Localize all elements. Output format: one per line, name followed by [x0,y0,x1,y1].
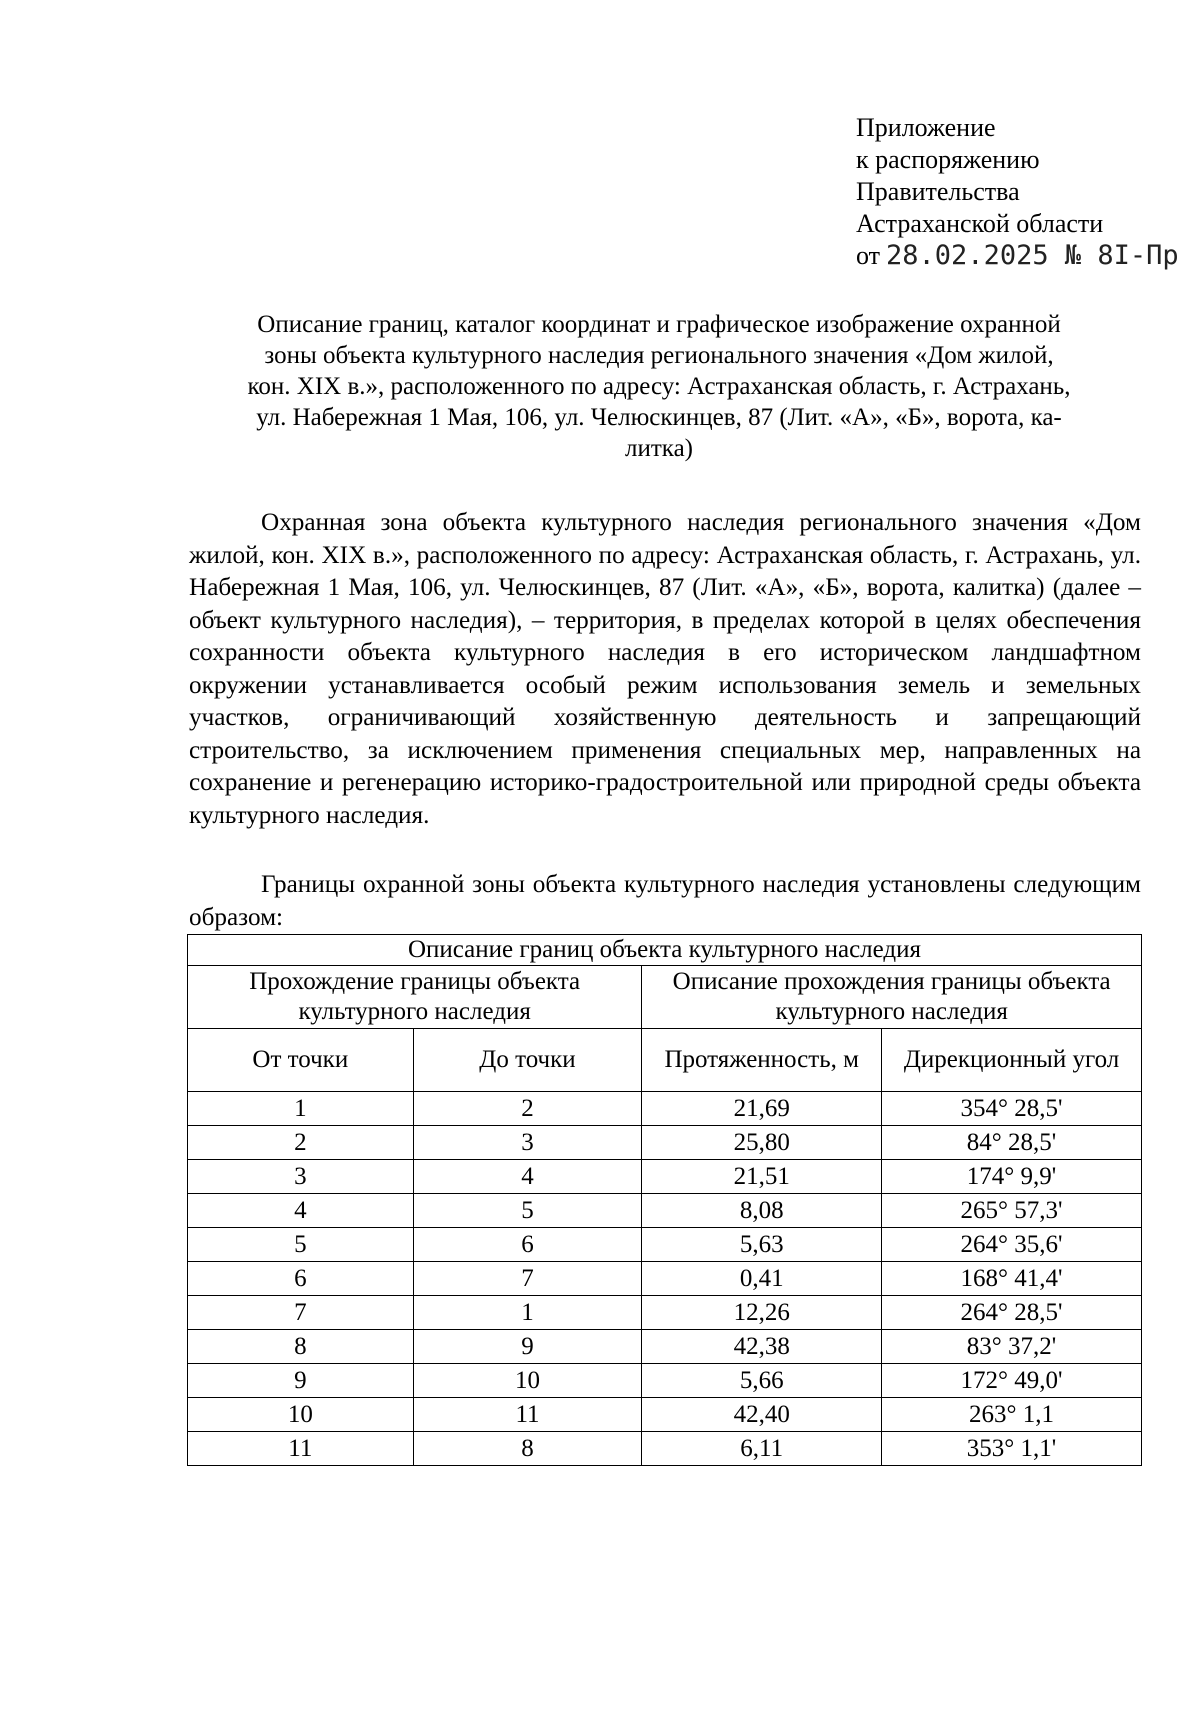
cell-to: 11 [413,1398,642,1432]
date-number-stamp: 28.02.2025 № 8I-Пр [886,240,1179,271]
cell-to: 9 [413,1330,642,1364]
cell-from: 9 [188,1364,414,1398]
title-line: Описание границ, каталог координат и графическое изображение охранной [257,311,1061,338]
table-group-header-left: Прохождение границы объекта культурного наследия [188,966,642,1029]
cell-length: 21,69 [642,1092,882,1126]
cell-angle: 265° 57,3' [882,1194,1142,1228]
table-row [188,1194,1142,1228]
cell-length: 6,11 [642,1432,882,1466]
table-row [188,1228,1142,1262]
cell-length: 5,66 [642,1364,882,1398]
cell-length: 25,80 [642,1126,882,1160]
appendix-block [856,112,1179,272]
cell-angle: 84° 28,5' [882,1126,1142,1160]
table-row [188,1330,1142,1364]
cell-length: 42,40 [642,1398,882,1432]
cell-length: 42,38 [642,1330,882,1364]
cell-from: 5 [188,1228,414,1262]
appendix-line: Приложение [856,113,996,142]
cell-to: 3 [413,1126,642,1160]
title-line: ул. Набережная 1 Мая, 106, ул. Челюскинцев, 87 (Лит. «А», «Б», ворота, ка- [256,404,1062,431]
cell-to: 2 [413,1092,642,1126]
boundaries-table [187,934,1142,1466]
appendix-line: Астраханской области [856,209,1104,238]
cell-angle: 83° 37,2' [882,1330,1142,1364]
table-row [188,1126,1142,1160]
cell-from: 6 [188,1262,414,1296]
document-title [184,309,1134,464]
title-line: зоны объекта культурного наследия регионального значения «Дом жилой, [264,342,1054,369]
cell-to: 7 [413,1262,642,1296]
cell-from: 4 [188,1194,414,1228]
cell-length: 8,08 [642,1194,882,1228]
table-row [188,1092,1142,1126]
cell-from: 11 [188,1432,414,1466]
title-line: кон. XIX в.», расположенного по адресу: Астраханская область, г. Астрахань, [247,373,1071,400]
appendix-date-line [856,240,1179,272]
cell-to: 4 [413,1160,642,1194]
cell-angle: 263° 1,1 [882,1398,1142,1432]
cell-from: 7 [188,1296,414,1330]
table-caption: Описание границ объекта культурного наследия [188,935,1142,966]
column-header-length: Протяженность, м [642,1029,882,1092]
paragraph-protection-zone: Охранная зона объекта культурного наследия регионального значения «Дом жилой, кон. XIX в.», расположенного по адресу: Астраханская область, г. Астрахань, ул. Набережная 1 Мая, 106, ул. Челюскинцев, 87 (Лит. «А», «Б», ворота, калитка) (далее – объект культурного наследия), – территория, в пределах которой в целях обеспечения сохранности объекта культурного наследия в его историческом ландшафтном окружении устанавливается особый режим использования земель и земельных участков, ограничивающий хозяйственную деятельность и запрещающий строительство, за исключением применения специальных мер, направленных на сохранение и регенерацию историко-градостроительной или природной среды объекта культурного наследия. [189,509,1141,829]
cell-from: 2 [188,1126,414,1160]
table-row [188,1160,1142,1194]
table-row [188,1296,1142,1330]
cell-angle: 353° 1,1' [882,1432,1142,1466]
cell-length: 5,63 [642,1228,882,1262]
paragraph-boundaries-intro: Границы охранной зоны объекта культурного наследия установлены следующим образом: [189,871,1141,931]
appendix-line: Правительства [856,177,1020,206]
appendix-line: к распоряжению [856,145,1040,174]
cell-length: 0,41 [642,1262,882,1296]
column-header-to: До точки [413,1029,642,1092]
column-header-angle: Дирекционный угол [882,1029,1142,1092]
column-header-from: От точки [188,1029,414,1092]
cell-to: 6 [413,1228,642,1262]
cell-angle: 264° 28,5' [882,1296,1142,1330]
table-row [188,1398,1142,1432]
cell-angle: 168° 41,4' [882,1262,1142,1296]
table-row [188,1364,1142,1398]
cell-to: 8 [413,1432,642,1466]
table-row [188,1262,1142,1296]
cell-length: 21,51 [642,1160,882,1194]
cell-to: 10 [413,1364,642,1398]
cell-angle: 354° 28,5' [882,1092,1142,1126]
appendix-from-word: от [856,241,881,270]
cell-from: 3 [188,1160,414,1194]
cell-from: 10 [188,1398,414,1432]
title-line: литка) [625,435,693,462]
cell-angle: 172° 49,0' [882,1364,1142,1398]
cell-to: 5 [413,1194,642,1228]
cell-from: 8 [188,1330,414,1364]
cell-angle: 264° 35,6' [882,1228,1142,1262]
table-row [188,1432,1142,1466]
cell-length: 12,26 [642,1296,882,1330]
table-group-header-right: Описание прохождения границы объекта культурного наследия [642,966,1142,1029]
cell-from: 1 [188,1092,414,1126]
cell-angle: 174° 9,9' [882,1160,1142,1194]
cell-to: 1 [413,1296,642,1330]
